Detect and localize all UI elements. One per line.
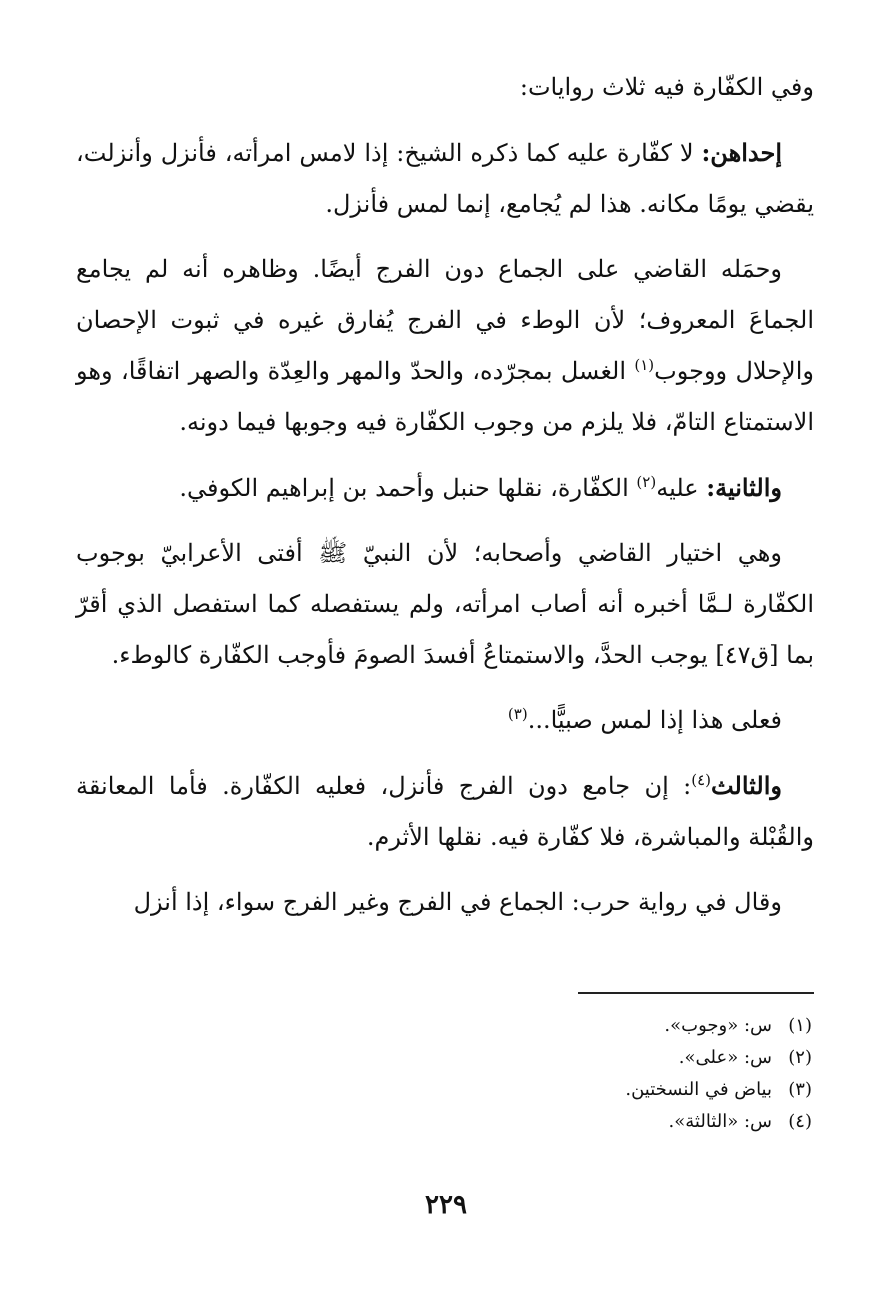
paragraph-lead: والثانية: bbox=[706, 473, 782, 502]
paragraph bbox=[76, 695, 814, 746]
paragraph bbox=[76, 877, 814, 928]
paragraph-text: وحمَله القاضي على الجماع دون الفرج أيضًا. وظاهره أنه لم يجامع الجماعَ المعروف؛ لأن الوطء في الفرج يُفارق غيره في ثبوت الإحصان والإحلال ووجوب bbox=[76, 255, 814, 385]
footnote-number: (١) bbox=[788, 1015, 812, 1036]
footnote bbox=[76, 1074, 812, 1106]
paragraph-text: : إن جامع دون الفرج فأنزل، فعليه الكفّارة. فأما المعانقة والقُبْلة والمباشرة، فلا كفّارة فيه. نقلها الأثرم. bbox=[76, 772, 814, 851]
paragraph bbox=[76, 127, 814, 230]
page-number: ٢٢٩ bbox=[425, 1190, 467, 1220]
paragraph-text: وهي اختيار القاضي وأصحابه؛ لأن النبيّ ﷺ أفتى الأعرابيّ بوجوب الكفّارة لـمَّا أخبره أنه أصاب امرأته، ولم يستفصله كما استفصل الذي أقرّ بما [ق٤٧] يوجب الحدَّ، والاستمتاعُ أفسدَ الصومَ فأوجب الكفّارة كالوطء. bbox=[76, 539, 814, 669]
paragraph-text: الغسل بمجرّده، والحدّ والمهر والعِدّة والصهر اتفاقًا، وهو الاستمتاع التامّ، فلا يلزم من وجوب الكفّارة فيه وجوبها فيما دونه. bbox=[76, 357, 814, 436]
footnote bbox=[76, 1042, 812, 1074]
main-text bbox=[76, 62, 814, 942]
paragraph-text: وفي الكفّارة فيه ثلاث روايات: bbox=[519, 73, 814, 101]
paragraph bbox=[76, 244, 814, 448]
footnote-marker: (١) bbox=[634, 356, 655, 374]
footnote bbox=[76, 1106, 812, 1138]
paragraph-text: وقال في رواية حرب: الجماع في الفرج وغير الفرج سواء، إذا أنزل bbox=[133, 888, 782, 916]
footnote-number: (٣) bbox=[788, 1079, 812, 1100]
paragraph-text: الكفّارة، نقلها حنبل وأحمد بن إبراهيم الكوفي. bbox=[179, 474, 637, 502]
footnotes bbox=[76, 1010, 812, 1138]
footnote-divider bbox=[578, 992, 814, 994]
paragraph bbox=[76, 760, 814, 863]
paragraph bbox=[76, 62, 814, 113]
footnote-text: س: «وجوب». bbox=[664, 1015, 772, 1036]
paragraph-text: فعلى هذا إذا لمس صبيًّا... bbox=[527, 706, 782, 734]
footnote-text: بياض في النسختين. bbox=[625, 1079, 772, 1100]
footnote-number: (٢) bbox=[788, 1047, 812, 1068]
footnote-marker: (٣) bbox=[507, 705, 528, 723]
paragraph-lead: والثالث bbox=[710, 771, 782, 800]
paragraph bbox=[76, 462, 814, 514]
paragraph-lead: إحداهن: bbox=[701, 138, 782, 167]
footnote-text: س: «الثالثة». bbox=[668, 1111, 772, 1132]
footnote-marker: (٢) bbox=[636, 473, 657, 491]
footnote-marker: (٤) bbox=[691, 771, 711, 789]
footnote-number: (٤) bbox=[788, 1111, 812, 1132]
footnote bbox=[76, 1010, 812, 1042]
paragraph-text: عليه bbox=[656, 474, 707, 502]
footnote-text: س: «على». bbox=[678, 1047, 772, 1068]
paragraph bbox=[76, 528, 814, 681]
paragraph-text: لا كفّارة عليه كما ذكره الشيخ: إذا لامس امرأته، فأنزل وأنزلت، يقضي يومًا مكانه. هذا لم يُجامع، إنما لمس فأنزل. bbox=[76, 139, 814, 218]
